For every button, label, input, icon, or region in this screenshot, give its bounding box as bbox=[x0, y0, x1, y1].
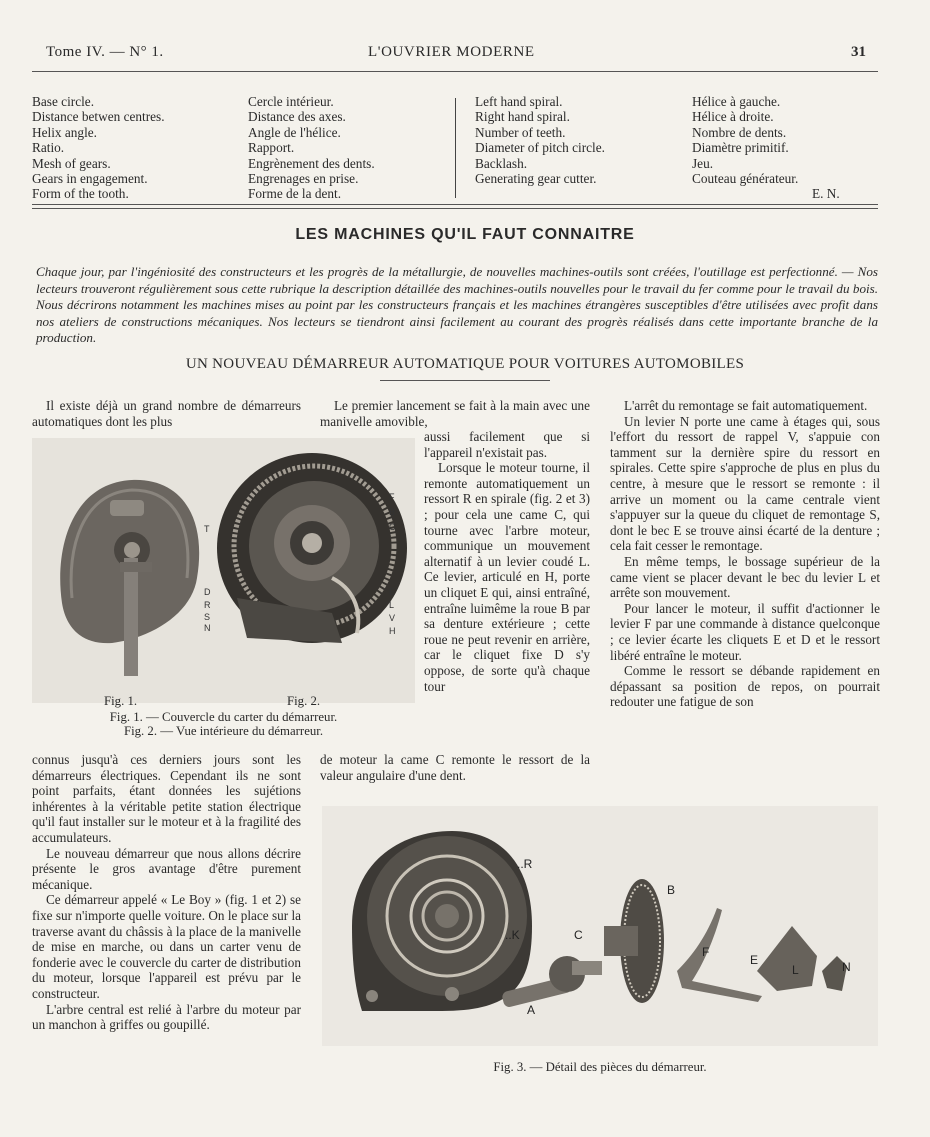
glossary-divider bbox=[455, 98, 456, 198]
glossary-signature: E. N. bbox=[812, 186, 840, 201]
col1-paragraph: L'arbre central est relié à l'arbre du moteur par un manchon à griffes ou goupillé. bbox=[32, 1001, 301, 1033]
glossary-entry: Diameter of pitch circle. bbox=[475, 140, 605, 156]
glossary-entry: Rapport. bbox=[248, 140, 295, 156]
glossary-entry: Cercle intérieur. bbox=[248, 94, 334, 109]
fig3-letter-r: ..R bbox=[517, 857, 533, 871]
fig2-letter-c: C bbox=[389, 522, 396, 532]
col3-paragraph: Comme le ressort se débande rapidement en dépassant sa position de repos, on pourrait redouter une fatigue de son bbox=[610, 663, 880, 710]
glossary-entry: Angle de l'hélice. bbox=[248, 124, 341, 140]
running-header bbox=[46, 44, 866, 66]
glossary-entry: Engrenages en prise. bbox=[248, 171, 359, 187]
glossary-entry: Engrènement des dents. bbox=[248, 155, 375, 171]
starter-interior-image bbox=[217, 453, 407, 643]
glossary-entry: Number of teeth. bbox=[475, 124, 566, 140]
fig3-letter-c: C bbox=[574, 928, 583, 942]
fig2-letter-l: L bbox=[389, 600, 395, 610]
fig3-letter-a: A bbox=[527, 1003, 536, 1017]
fig1-label: Fig. 1. bbox=[104, 694, 138, 708]
col3-paragraph: L'arrêt du remontage se fait automatiquement. bbox=[624, 398, 868, 413]
glossary-entry: Generating gear cutter. bbox=[475, 171, 597, 187]
glossary-entry: Hélice à droite. bbox=[692, 109, 774, 125]
page-number: 31 bbox=[851, 44, 866, 60]
col1-paragraph: connus jusqu'à ces derniers jours sont les démarreurs électriques. Cependant ils ne sont point parfaits, étant données les sujétions inhérentes à la véritable petite station électrique qu'il faut installer sur le moteur et à la fragilité des accumulateurs. bbox=[32, 752, 301, 845]
col1-top-paragraph: Il existe déjà un grand nombre de démarreurs automatiques dont les plus bbox=[32, 398, 301, 429]
col1-paragraph: Ce démarreur appelé « Le Boy » (fig. 1 et 2) se fixe sur n'importe quelle voiture. On le place sur la traverse avant du châssis à la place de la manivelle de mise en marche, ou dans un carter venu de fonderie avec le couvercle du carter de distribution du moteur, lorsque l'appareil est prévu par le constructeur. bbox=[32, 892, 301, 1001]
fig2-letter-b: B bbox=[389, 507, 396, 517]
fig2-letter-v: V bbox=[389, 613, 396, 623]
glossary-entry: Backlash. bbox=[475, 155, 528, 171]
fig2-letter-s: S bbox=[204, 612, 211, 622]
col3-paragraph: Un levier N porte une came à étages qui, sous l'effort du ressort de rappel V, s'appuie con tamment sur la dernière spire du ressort en spirales. Cette spire s'approche de plus en plus du centre, à mesure que le ressort se remonte : il arrive un moment ou la came centrale vient s'appuyer sur la queue du cliquet de remontage S, dont le bec E se trouve ainsi écarté de la denture ; cela fait cesser le remontage. bbox=[610, 413, 880, 554]
col2-paragraph: aussi facilement que si l'appareil n'existait pas. bbox=[424, 429, 590, 460]
intro-paragraph: Chaque jour, par l'ingéniosité des constructeurs et les progrès de la métallurgie, de nouvelles machines-outils sont créées, l'outillage est perfectionné. — Nos lecteurs trouveront régulièrement sous cette rubrique la description détaillée des machines-outils nouvelles pour le travail du fer comme pour le travail du bois. Nous décrirons notamment les machines mises au point par les constructeurs français et les machines étrangères susceptibles d'être utilisées avec profit dans nos ateliers de constructions mécaniques. Nos lecteurs se tiendront ainsi facilement au courant des progrès réalisés dans cette importante branche de la production. bbox=[36, 264, 878, 345]
col1-paragraph: Le nouveau démarreur que nous allons décrire présente le gros avantage d'être purement mécanique. bbox=[32, 845, 301, 892]
header-rule bbox=[32, 71, 878, 72]
volume-number: Tome IV. — N° 1. bbox=[46, 44, 164, 60]
fig2-letter-h: H bbox=[389, 626, 396, 636]
col2-paragraph: Lorsque le moteur tourne, il remonte automatiquement un ressort R en spirale (fig. 2 et 3) ; pour cela une came C, qui tourne avec l'arbre moteur, communique un mouvement alternatif à un levier coudé L. Ce levier, articulé en H, porte un cliquet E qui, ainsi entraîné, entraîne luimême la roue B par sa denture extérieure ; cette roue ne peut revenir en arrière, car le cliquet fixe D s'y oppose, de sorte qu'à chaque tour bbox=[424, 460, 590, 694]
glossary-entry: Forme de la dent. bbox=[248, 186, 342, 202]
fig2-letter-d: D bbox=[204, 587, 211, 597]
fig3-caption: Fig. 3. — Détail des pièces du démarreur. bbox=[493, 1060, 707, 1074]
col2-top-paragraph: Le premier lancement se fait à la main avec une manivelle amovible, bbox=[320, 398, 590, 429]
glossary-col-3 bbox=[475, 94, 605, 186]
col2-bottom bbox=[320, 752, 590, 783]
glossary-rule-1 bbox=[32, 204, 878, 205]
fig2-letter-r: R bbox=[204, 600, 211, 610]
glossary-entry: Helix angle. bbox=[32, 124, 97, 140]
glossary-entry: Distance des axes. bbox=[248, 109, 346, 125]
glossary-entry: Distance betwen centres. bbox=[32, 109, 165, 125]
fig2-letter-t: T bbox=[204, 524, 210, 534]
col2-narrow bbox=[424, 429, 590, 694]
glossary-entry: Base circle. bbox=[32, 94, 95, 109]
glossary-entry: Jeu. bbox=[692, 155, 714, 171]
glossary-entry: Nombre de dents. bbox=[692, 124, 787, 140]
glossary-col-2 bbox=[248, 94, 375, 202]
glossary-entry: Ratio. bbox=[32, 140, 65, 156]
fig2-caption: Fig. 2. — Vue intérieure du démarreur. bbox=[123, 724, 324, 738]
glossary-entry: Left hand spiral. bbox=[475, 94, 563, 109]
fig3-letter-e: E bbox=[750, 953, 759, 967]
glossary-entry: Diamètre primitif. bbox=[692, 140, 789, 156]
fig3-letter-f: F bbox=[702, 945, 710, 959]
fig3-letter-n: N bbox=[842, 960, 851, 974]
fig2-letter-n: N bbox=[204, 623, 211, 633]
col2-top bbox=[320, 398, 590, 429]
spring-housing-image bbox=[352, 831, 532, 1011]
col3-paragraph: Pour lancer le moteur, il suffit d'actionner le levier F par une commande à distance quelconque ; ce levier écarte les cliquets E et D et le ressort libéré entraîne le moteur. bbox=[610, 600, 880, 663]
glossary-rule-2 bbox=[32, 208, 878, 209]
col1-top bbox=[32, 398, 301, 429]
fig1-caption: Fig. 1. — Couvercle du carter du démarreur. bbox=[109, 710, 338, 724]
col3 bbox=[610, 398, 880, 710]
fig3-letter-k: ..K bbox=[505, 928, 520, 942]
fig2-letter-e: E bbox=[389, 587, 396, 597]
col1-bottom bbox=[32, 752, 301, 1033]
glossary-entry: Right hand spiral. bbox=[475, 109, 570, 125]
glossary-entry: Hélice à gauche. bbox=[692, 94, 781, 109]
glossary-entry: Mesh of gears. bbox=[32, 155, 111, 171]
journal-title: L'OUVRIER MODERNE bbox=[368, 44, 535, 60]
section-title: LES MACHINES QU'IL FAUT CONNAITRE bbox=[295, 226, 635, 243]
col2-bottom-paragraph: de moteur la came C remonte le ressort de la valeur angulaire d'une dent. bbox=[320, 752, 590, 783]
glossary-entry: Form of the tooth. bbox=[32, 186, 129, 202]
glossary-entry: Couteau générateur. bbox=[692, 171, 799, 187]
article-title: UN NOUVEAU DÉMARREUR AUTOMATIQUE POUR VOITURES AUTOMOBILES bbox=[185, 356, 745, 372]
figure-3 bbox=[322, 806, 878, 1046]
glossary-col-1 bbox=[32, 94, 165, 202]
glossary-entry: Gears in engagement. bbox=[32, 171, 148, 187]
fig2-letter-f: F bbox=[389, 492, 395, 502]
col3-paragraph: En même temps, le bossage supérieur de la came vient se placer devant le bec du levier L et arrête son mouvement. bbox=[610, 553, 880, 601]
fig2-label: Fig. 2. bbox=[287, 694, 321, 708]
figure-1-2 bbox=[32, 438, 415, 703]
fig3-letter-b: B bbox=[667, 883, 676, 897]
glossary-col-4 bbox=[692, 94, 798, 186]
title-underline bbox=[380, 380, 550, 381]
fig3-letter-l: L bbox=[792, 963, 799, 977]
